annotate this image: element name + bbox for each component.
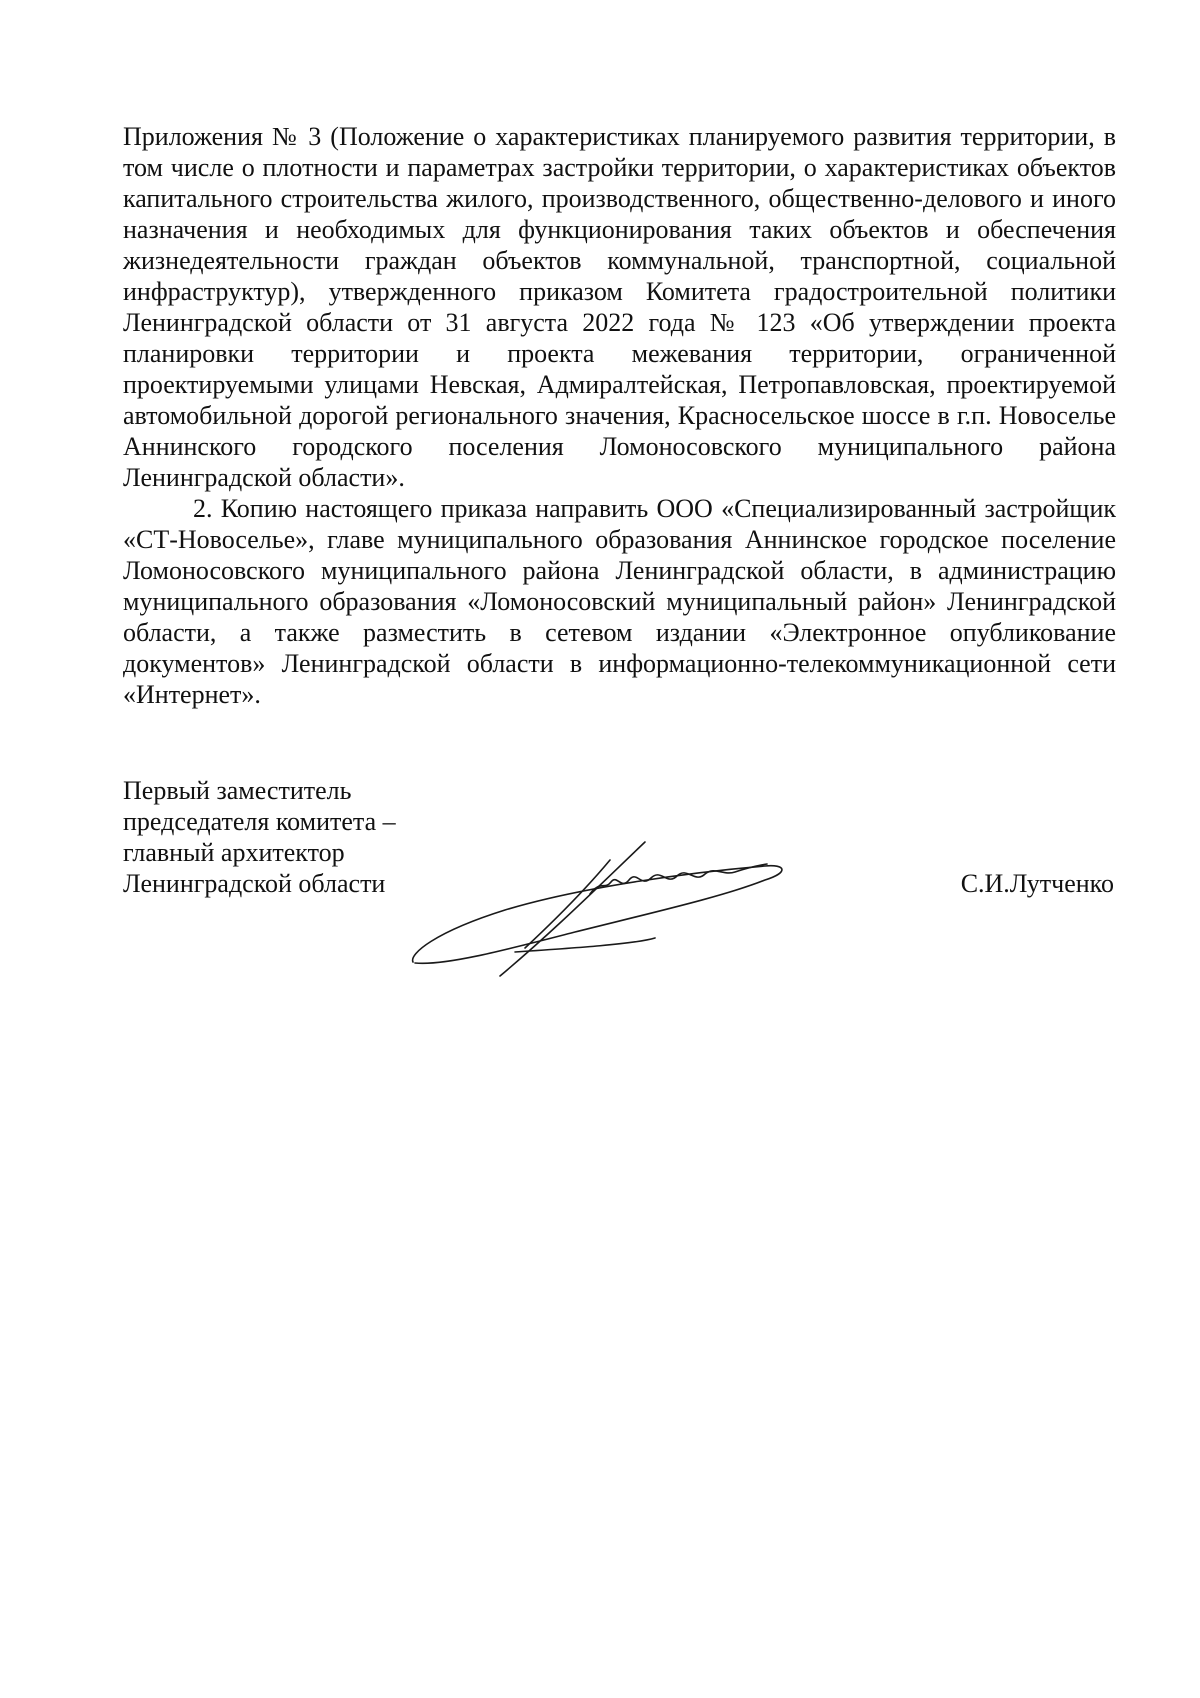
paragraph-item-2: 2. Копию настоящего приказа направить ООО «Специализированный застройщик «СТ-Новоселье», главе муниципального образования Аннинское городское поселение Ломоносовского муниципального района Ленинградской области, в администрацию муниципального образования «Ломоносовский муниципальный район» Ленинградской области, а также разместить в сетевом издании «Электронное опубликование документов» Ленинградской области в информационно-телекоммуникационной сети «Интернет».	[123, 494, 1116, 709]
signatory-title-line: Ленинградской области	[123, 869, 386, 898]
signatory-name: С.И.Лутченко	[960, 869, 1114, 898]
signatory-title-line: председателя комитета –	[123, 807, 396, 836]
signatory-title-line: главный архитектор	[123, 838, 345, 867]
paragraph-continuation: Приложения № 3 (Положение о характеристиках планируемого развития территории, в том числе о плотности и параметрах застройки территории, о характеристиках объектов капитального строительства жилого, производственного, общественно-делового и иного назначения и необходимых для функционирования таких объектов и обеспечения жизнедеятельности граждан объектов коммунальной, транспортной, социальной инфраструктур), утвержденного приказом Комитета градостроительной политики Ленинградской области от 31 августа 2022 года № 123 «Об утверждении проекта планировки территории и проекта межевания территории, ограниченной проектируемыми улицами Невская, Адмиралтейская, Петропавловская, проектируемой автомобильной дорогой регионального значения, Красносельское шоссе в г.п. Новоселье Аннинского городского поселения Ломоносовского муниципального района Ленинградской области».	[123, 122, 1116, 492]
handwritten-signature	[405, 820, 855, 980]
signatory-title-line: Первый заместитель	[123, 776, 352, 805]
document-body	[123, 121, 1116, 710]
signature-stroke	[500, 842, 645, 976]
signature-stroke	[525, 860, 610, 948]
signatory-title	[123, 775, 396, 899]
signature-stroke	[413, 866, 782, 964]
